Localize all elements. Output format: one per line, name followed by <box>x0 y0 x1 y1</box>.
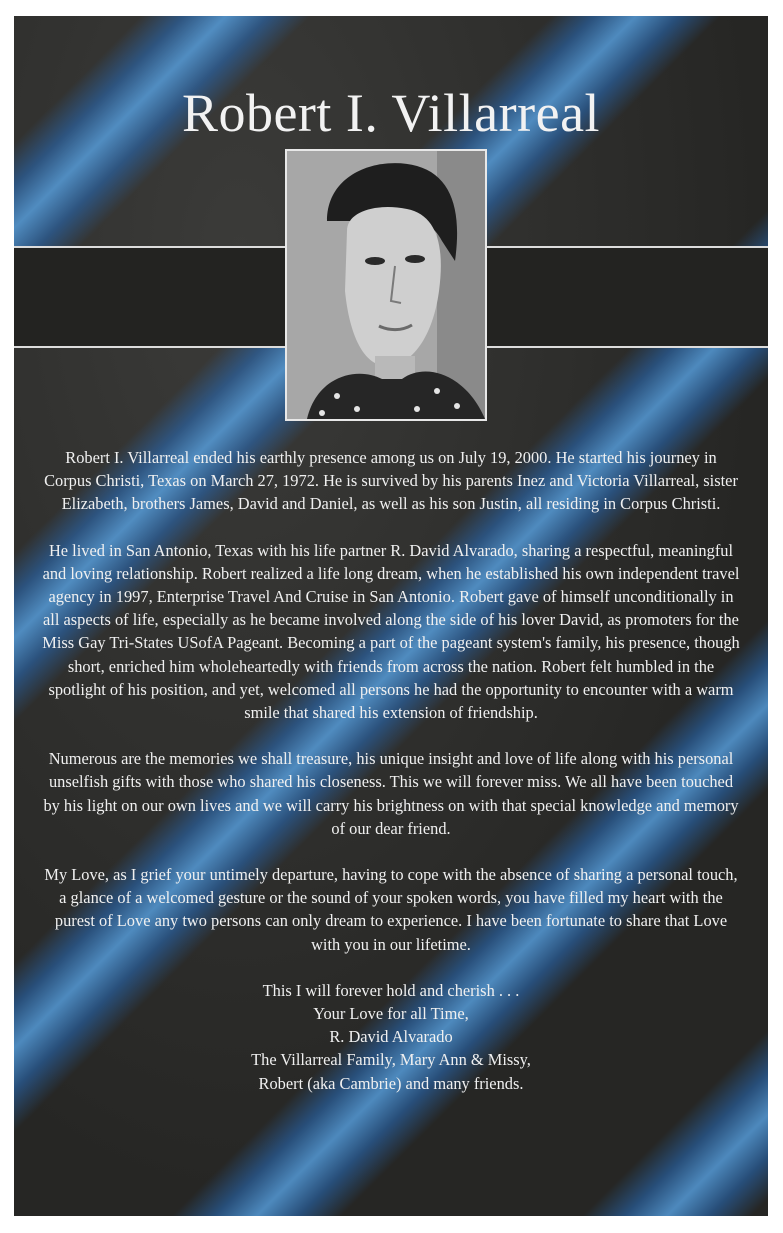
paragraph-3: Numerous are the memories we shall treasure, his unique insight and love of life along with his personal unselfish gifts with those who shared his closeness. This we will forever miss. We all have been touched by his light on our own lives and we will carry his brightness on with that special knowledge and memory of our dear friend. <box>43 749 739 838</box>
closing-line-4: The Villarreal Family, Mary Ann & Missy, <box>251 1050 531 1070</box>
closing-line-5: Robert (aka Cambrie) and many friends. <box>258 1073 524 1093</box>
closing-line-1: This I will forever hold and cherish . . . <box>262 980 520 1000</box>
closing-line-3: R. David Alvarado <box>329 1027 453 1047</box>
memorial-page <box>14 16 768 1216</box>
closing-signature <box>40 979 742 1095</box>
paragraph-4: My Love, as I grief your untimely departure, having to cope with the absence of sharing a personal touch, a glance of a welcomed gesture or the sound of your spoken words, you have filled my heart with the purest of Love any two persons can only dream to experience. I have been fortunate to share that Love with you in our lifetime. <box>44 865 738 954</box>
closing-line-2: Your Love for all Time, <box>313 1004 469 1024</box>
obituary-text <box>40 446 742 1095</box>
paragraph-1: Robert I. Villarreal ended his earthly presence among us on July 19, 2000. He started his journey in Corpus Christi, Texas on March 27, 1972. He is survived by his parents Inez and Victoria Villarreal, sister Elizabeth, brothers James, David and Daniel, as well as his son Justin, all residing in Corpus Christi. <box>44 448 738 514</box>
page-title: Robert I. Villarreal <box>181 83 601 143</box>
paragraph-2: He lived in San Antonio, Texas with his life partner R. David Alvarado, sharing a respectful, meaningful and loving relationship. Robert realized a life long dream, when he established his own independent travel agency in 1997, Enterprise Travel And Cruise in San Antonio. Robert gave of himself unconditionally in all aspects of life, especially as he became involved along the side of his lover David, as promoters for the Miss Gay Tri-States USofA Pageant. Becoming a part of the pageant system's family, his presence, though short, enriched him wholeheartedly with friends from across the nation. Robert felt humbled in the spotlight of his position, and yet, welcomed all persons he had the opportunity to encounter with a warm smile that shared his extension of friendship. <box>42 540 740 723</box>
portrait-photo <box>285 149 487 421</box>
